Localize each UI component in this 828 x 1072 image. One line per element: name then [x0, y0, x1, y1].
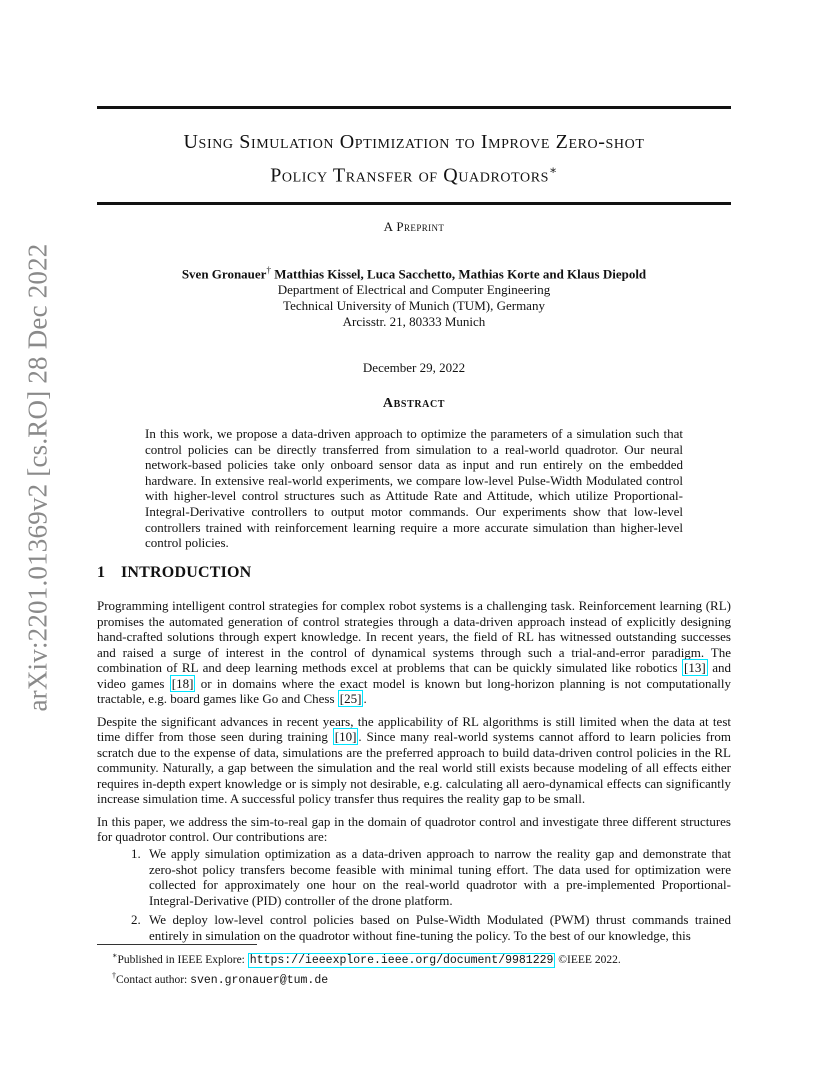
- section-heading: [97, 564, 251, 582]
- paper-date: December 29, 2022: [362, 360, 466, 375]
- section-number: 1: [97, 564, 106, 581]
- other-authors: Matthias Kissel, Luca Sacchetto, Mathias Korte and Klaus Diepold: [270, 266, 647, 282]
- affiliation-university: Technical University of Munich (TUM), Germany: [283, 298, 545, 314]
- footnote-1-mark: ∗: [112, 951, 118, 960]
- contact-email[interactable]: sven.gronauer@tum.de: [190, 973, 329, 987]
- author-block: [97, 262, 731, 330]
- list-item-text: We deploy low-level control policies based on Pulse-Width Modulated (PWM) thrust commands trained entirely in simulation on the quadrotor without fine-tuning the policy. To the best of our knowledge, this: [149, 912, 731, 943]
- list-item: [131, 846, 731, 908]
- citation-10[interactable]: [10]: [334, 729, 357, 744]
- title-rule-bottom: [97, 202, 731, 205]
- para1-text-a: Programming intelligent control strategies for complex robot systems is a challenging task. Reinforcement learning (RL) promises the automated generation of control strategies through a data-driven approach instead of explicitly designing hand-crafted solutions through expert knowledge. In recent years, the field of RL has witnessed outstanding successes and raised a surge of interest in the control of dynamical systems through such a trial-and-error paradigm. The combination of RL and deep learning methods excel at problems that can be quickly simulated like robotics: [97, 598, 731, 675]
- para2-text-a: Despite the significant advances in recent years, the applicability of RL algorithms is still limited when the data at test time differ from those seen during training: [97, 713, 731, 744]
- list-item-number: 1.: [131, 846, 141, 861]
- list-item: [131, 912, 731, 943]
- paper-title-line2-text: Policy Transfer of Quadrotors: [270, 164, 550, 187]
- first-author: Sven Gronauer: [181, 266, 267, 282]
- paper-title-line2: [97, 156, 731, 190]
- section-title: INTRODUCTION: [121, 564, 252, 581]
- intro-paragraph-3: In this paper, we address the sim-to-real gap in the domain of quadrotor control and investigate three different structures for quadrotor control. Our contributions are:: [97, 813, 731, 844]
- para2-text-b: . Since many real-world systems cannot afford to learn policies from scratch due to the expense of data, simulations are the preferred approach to build data-driven control policies in the RL community. Naturally, a gap between the simulation and the real world still exists because modeling of all effects either requires in-depth expert knowledge or is simply not desirable, e.g. calculating all aero-dynamical effects can significantly increase simulation time. A successful policy transfer thus requires the reality gap to be small.: [97, 729, 731, 806]
- footnote-1: [112, 948, 732, 968]
- affiliation-address: Arcisstr. 21, 80333 Munich: [342, 314, 486, 330]
- contributions-list: [131, 846, 731, 947]
- arxiv-identifier-text: arXiv:2201.01369v2 [cs.RO] 28 Dec 2022: [22, 242, 53, 712]
- preprint-label: A Preprint: [383, 219, 445, 234]
- footnote-rule: [97, 944, 257, 945]
- citation-13[interactable]: [13]: [684, 660, 706, 675]
- intro-paragraph-1: [97, 598, 731, 707]
- paper-title-line1: Using Simulation Optimization to Improve Zero-shot: [183, 131, 645, 153]
- citation-25[interactable]: [25]: [339, 691, 362, 706]
- footnote-1-text: Published in IEEE Explore:: [117, 953, 248, 966]
- title-footnote-mark[interactable]: ∗: [549, 163, 558, 177]
- title-rule-top: [97, 106, 731, 109]
- paper-title: [97, 128, 731, 190]
- author-footnote-mark[interactable]: †: [266, 265, 271, 275]
- ieee-link[interactable]: https://ieeexplore.ieee.org/document/9981229: [249, 953, 554, 967]
- para1-text-c: or in domains where the exact model is known but long-horizon planning is not computationally tractable, e.g. board games like Go and Chess: [97, 675, 732, 706]
- abstract-text: In this work, we propose a data-driven approach to optimize the parameters of a simulation such that control policies can be directly transferred from simulation to a real-world quadrotor. Our neural network-based policies take only onboard sensor data as input and run entirely on the embedded hardware. In extensive real-world experiments, we compare low-level Pulse-Width Modulated control with higher-level control structures such as Attitude Rate and Attitude, which utilize Proportional-Integral-Derivative controllers to output motor commands. Our experiments show that low-level controllers trained with reinforcement learning require a more accurate simulation than higher-level control policies.: [145, 426, 683, 551]
- intro-paragraph-2: [97, 714, 731, 807]
- list-item-text: We apply simulation optimization as a data-driven approach to narrow the reality gap and demonstrate that zero-shot policy transfers become feasible with minimal tuning effort. The data used for optimization were collected for approximately one hour on the real-world quadrotor with a pre-implemented Proportional-Integral-Derivative (PID) controller of the drone platform.: [149, 846, 731, 908]
- citation-18[interactable]: [18]: [171, 675, 194, 691]
- arxiv-identifier: [18, 242, 58, 712]
- affiliation-department: Department of Electrical and Computer Engineering: [277, 282, 551, 298]
- footnote-2-text: Contact author:: [116, 973, 191, 986]
- author-names: [97, 262, 731, 282]
- footnote-2-mark: †: [112, 970, 116, 980]
- footnote-1-copyright: ©IEEE 2022.: [555, 953, 621, 966]
- para1-text-b: and video games: [97, 660, 731, 691]
- abstract-heading: Abstract: [382, 396, 446, 411]
- intro-body: [97, 598, 731, 852]
- footnote-2: [112, 968, 732, 988]
- list-item-number: 2.: [131, 912, 141, 927]
- footnotes: [112, 948, 732, 988]
- para1-text-d: .: [363, 691, 367, 706]
